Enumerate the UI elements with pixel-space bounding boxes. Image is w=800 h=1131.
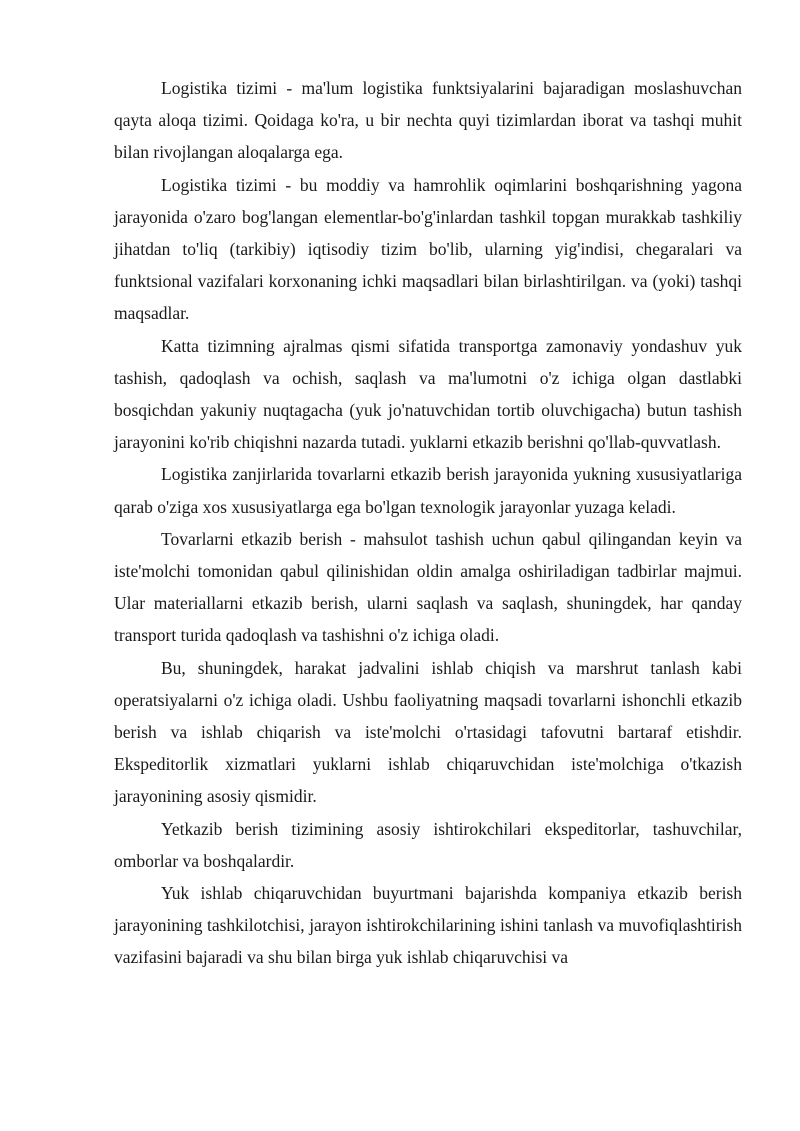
paragraph-3: Katta tizimning ajralmas qismi sifatida transportga zamonaviy yondashuv yuk tashish, qadoqlash va ochish, saqlash va ma'lumotni o'z ichiga olgan dastlabki bosqichdan yakuniy nuqtagacha (yuk jo'natuvchidan tortib oluvchigacha) butun tashish jarayonini ko'rib chiqishni nazarda tutadi. yuklarni etkazib berishni qo'llab-quvvatlash.	[114, 335, 742, 453]
document-body	[114, 72, 742, 974]
paragraph-6: Bu, shuningdek, harakat jadvalini ishlab chiqish va marshrut tanlash kabi operatsiyalarni o'z ichiga oladi. Ushbu faoliyatning maqsadi tovarlarni ishonchli etkazib berish va ishlab chiqarish va iste'molchi o'rtasidagi tafovutni bartaraf etishdir. Ekspeditorlik xizmatlari yuklarni ishlab chiqaruvchidan iste'molchiga o'tkazish jarayonining asosiy qismidir.	[114, 657, 742, 807]
paragraph-1: Logistika tizimi - ma'lum logistika funktsiyalarini bajaradigan moslashuvchan qayta aloqa tizimi. Qoidaga ko'ra, u bir nechta quyi tizimlardan iborat va tashqi muhit bilan rivojlangan aloqalarga ega.	[114, 78, 742, 163]
paragraph-4: Logistika zanjirlarida tovarlarni etkazib berish jarayonida yukning xususiyatlariga qarab o'ziga xos xususiyatlarga ega bo'lgan texnologik jarayonlar yuzaga keladi.	[114, 464, 742, 517]
paragraph-5: Tovarlarni etkazib berish - mahsulot tashish uchun qabul qilingandan keyin va iste'molchi tomonidan qabul qilinishidan oldin amalga oshiriladigan tadbirlar majmui. Ular materiallarni etkazib berish, ularni saqlash va saqlash, shuningdek, har qanday transport turida qadoqlash va tashishni o'z ichiga oladi.	[114, 528, 742, 646]
paragraph-8: Yuk ishlab chiqaruvchidan buyurtmani bajarishda kompaniya etkazib berish jarayonining tashkilotchisi, jarayon ishtirokchilarining ishini tanlash va muvofiqlashtirish vazifasini bajaradi va shu bilan birga yuk ishlab chiqaruvchisi va	[114, 883, 742, 968]
paragraph-7: Yetkazib berish tizimining asosiy ishtirokchilari ekspeditorlar, tashuvchilar, omborlar va boshqalardir.	[114, 818, 742, 871]
paragraph-2: Logistika tizimi - bu moddiy va hamrohlik oqimlarini boshqarishning yagona jarayonida o'zaro bog'langan elementlar-bo'g'inlardan tashkil topgan murakkab tashkiliy jihatdan to'liq (tarkibiy) iqtisodiy tizim bo'lib, ularning yig'indisi, chegaralari va funktsional vazifalari korxonaning ichki maqsadlari bilan birlashtirilgan. va (yoki) tashqi maqsadlar.	[114, 174, 742, 324]
